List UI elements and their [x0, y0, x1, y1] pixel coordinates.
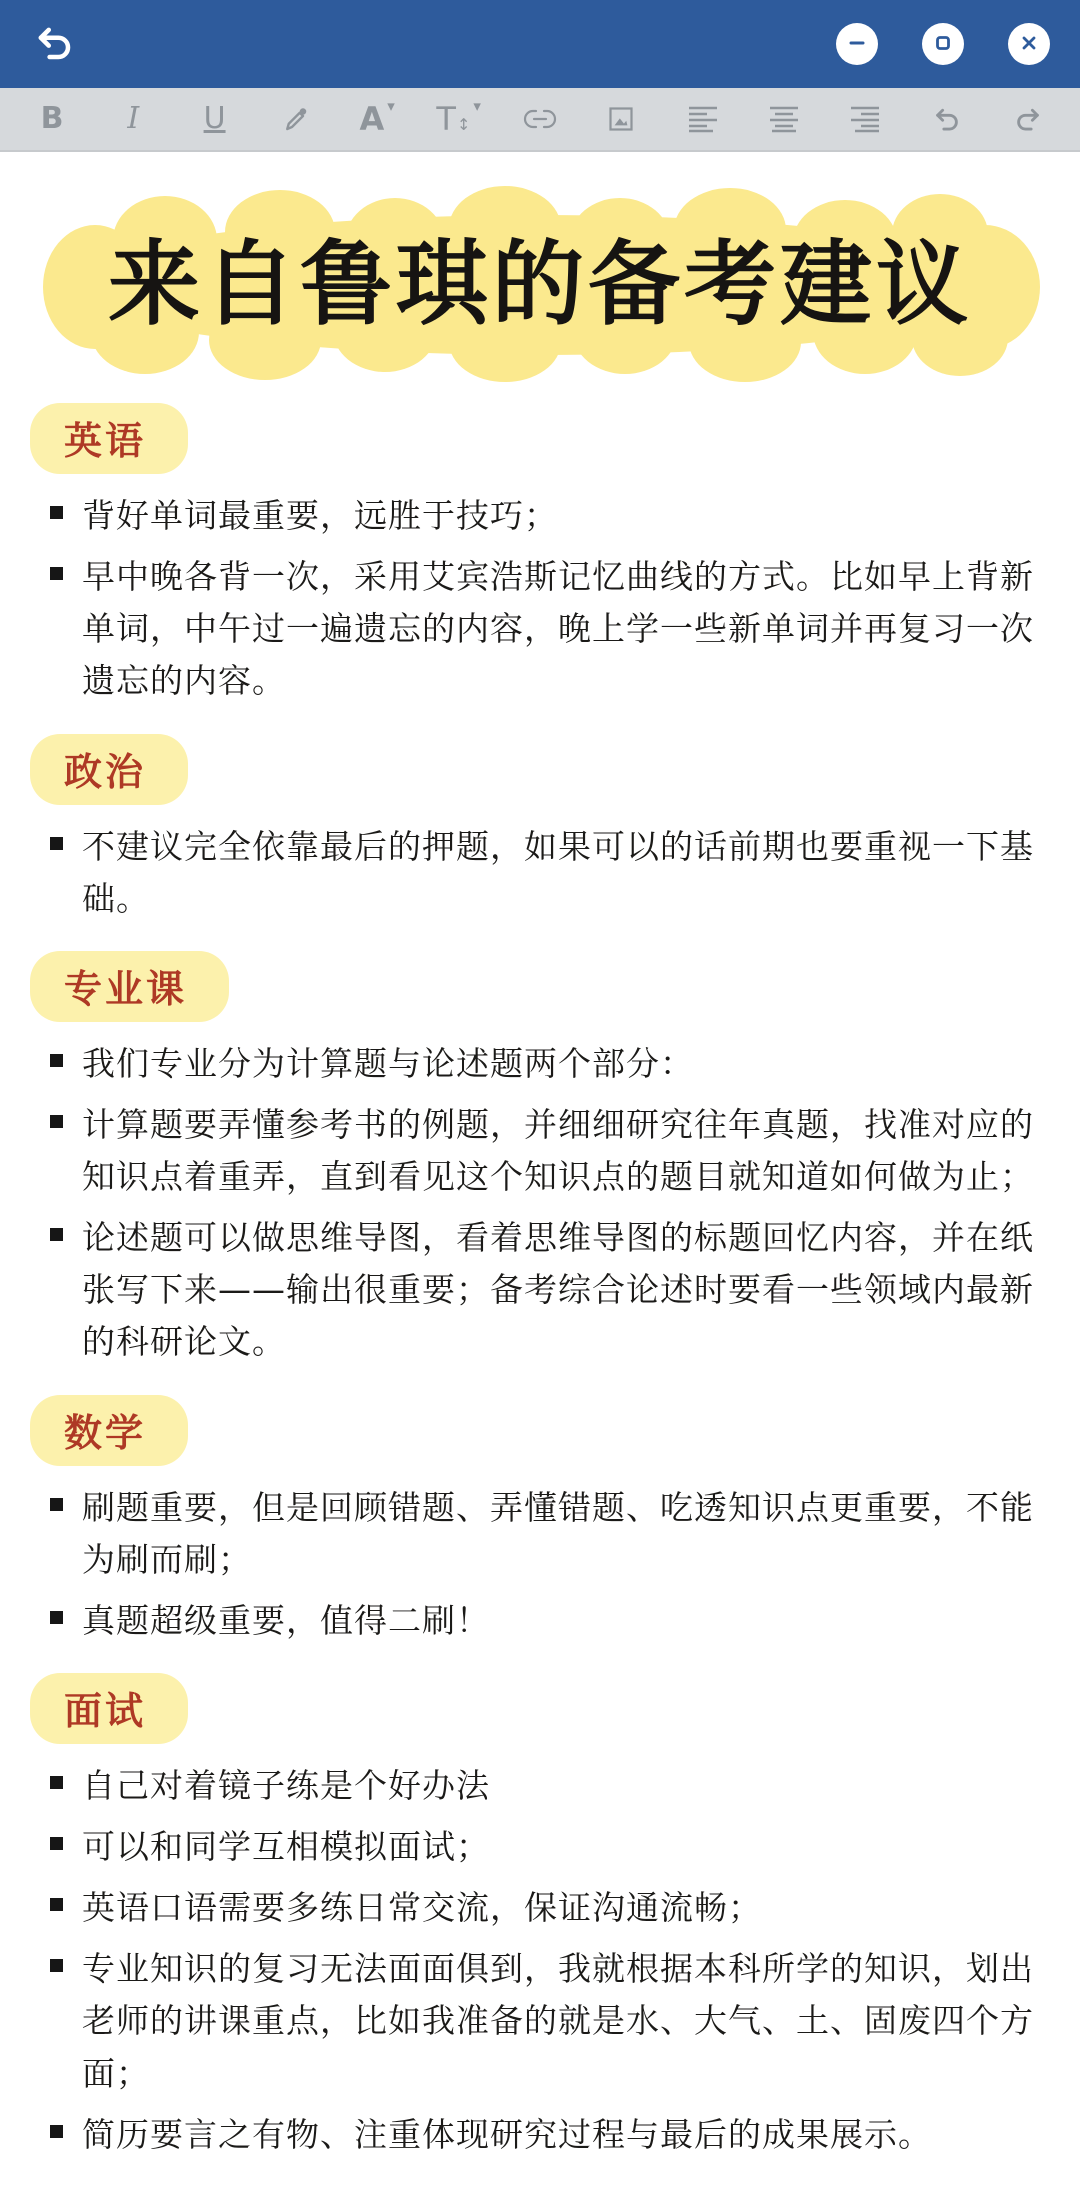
square-bullet-icon — [50, 1054, 63, 1067]
square-bullet-icon — [50, 1959, 63, 1972]
undo-button[interactable] — [925, 95, 969, 143]
maximize-button[interactable] — [922, 23, 964, 65]
window-controls — [836, 23, 1050, 65]
bullet-text: 真题超级重要，值得二刷！ — [82, 1600, 490, 1640]
align-left-icon — [688, 106, 718, 132]
list-item — [50, 2109, 1056, 2161]
link-icon — [523, 108, 557, 130]
bullet-text: 刷题重要，但是回顾错题、弄懂错题、吃透知识点更重要，不能为刷而刷； — [82, 1487, 1034, 1579]
square-bullet-icon — [50, 1228, 63, 1241]
section-header-label: 英语 — [64, 419, 147, 463]
font-letter-a: A — [359, 100, 385, 138]
list-item — [50, 1099, 1056, 1203]
close-icon — [1018, 32, 1040, 57]
square-bullet-icon — [50, 1837, 63, 1850]
undo-arrow-icon — [932, 104, 962, 134]
back-button[interactable] — [30, 20, 78, 68]
text-size-button[interactable] — [436, 95, 480, 143]
bullet-text: 可以和同学互相模拟面试； — [82, 1827, 490, 1866]
bullet-text: 计算题要弄懂参考书的例题，并细细研究往年真题，找准对应的知识点着重弄，直到看见这个知识点的题目就知道如何做为止； — [82, 1104, 1034, 1196]
list-item — [50, 1943, 1056, 2099]
align-right-button[interactable] — [843, 95, 887, 143]
align-center-icon — [769, 106, 799, 132]
list-item — [50, 1038, 1056, 1090]
square-bullet-icon — [50, 1115, 63, 1128]
section-politics — [24, 734, 1056, 925]
list-item — [50, 551, 1056, 707]
align-center-button[interactable] — [762, 95, 806, 143]
align-right-icon — [850, 106, 880, 132]
square-bullet-icon — [50, 1898, 63, 1911]
square-bullet-icon — [50, 506, 63, 519]
section-header — [30, 1395, 188, 1466]
bullet-text: 我们专业分为计算题与论述题两个部分： — [82, 1043, 694, 1083]
list-item — [50, 490, 1056, 542]
redo-arrow-icon — [1013, 104, 1043, 134]
insert-image-button[interactable] — [599, 95, 643, 143]
list-item — [50, 821, 1056, 925]
bullet-list — [24, 821, 1056, 925]
section-header-label: 数学 — [64, 1410, 147, 1455]
redo-button[interactable] — [1006, 95, 1050, 143]
section-english — [24, 403, 1056, 708]
list-item — [50, 1482, 1056, 1586]
text-size-letter-t: T ↕ — [436, 103, 470, 135]
section-header-label: 政治 — [64, 749, 147, 794]
underline-button[interactable]: U — [193, 95, 237, 143]
section-header — [30, 734, 188, 805]
italic-button[interactable]: I — [111, 95, 155, 143]
section-math — [24, 1395, 1056, 1647]
bullet-text: 早中晚各背一次，采用艾宾浩斯记忆曲线的方式。比如早上背新单词，中午过一遍遗忘的内容，晚上学一些新单词并再复习一次遗忘的内容。 — [82, 557, 1034, 701]
editor-canvas[interactable] — [0, 152, 1080, 2200]
bullet-text: 不建议完全依靠最后的押题，如果可以的话前期也要重视一下基础。 — [82, 826, 1034, 918]
square-bullet-icon — [50, 2125, 63, 2138]
bullet-list — [24, 1482, 1056, 1647]
section-header — [30, 403, 188, 474]
maximize-icon — [932, 32, 954, 57]
bold-button[interactable]: B — [30, 95, 74, 143]
section-major-courses — [24, 951, 1056, 1369]
align-left-button[interactable] — [681, 95, 725, 143]
list-item — [50, 1882, 1056, 1934]
bullet-text: 简历要言之有物、注重体现研究过程与最后的成果展示。 — [82, 2114, 932, 2154]
section-header-label: 面试 — [64, 1688, 147, 1733]
bullet-list — [24, 1038, 1056, 1369]
square-bullet-icon — [50, 1498, 63, 1511]
list-item — [50, 1760, 1056, 1812]
bullet-text: 专业知识的复习无法面面俱到，我就根据本科所学的知识，划出老师的讲课重点，比如我准备的就是水、大气、土、固废四个方面； — [82, 1949, 1034, 2093]
bullet-text: 英语口语需要多练日常交流，保证沟通流畅； — [82, 1888, 762, 1928]
section-header — [30, 951, 229, 1022]
square-bullet-icon — [50, 1611, 63, 1624]
titlebar — [0, 0, 1080, 88]
close-button[interactable] — [1008, 23, 1050, 65]
list-item — [50, 1212, 1056, 1368]
bullet-text: 背好单词最重要，远胜于技巧； — [82, 496, 558, 535]
eyedropper-icon — [281, 104, 311, 134]
list-item — [50, 1595, 1056, 1647]
bullet-list — [24, 490, 1056, 708]
minimize-icon — [846, 32, 868, 57]
font-style-button[interactable] — [355, 95, 399, 143]
bullet-list — [24, 1760, 1056, 2161]
minimize-button[interactable] — [836, 23, 878, 65]
square-bullet-icon — [50, 837, 63, 850]
section-header — [30, 1673, 188, 1744]
format-painter-button[interactable] — [274, 95, 318, 143]
formatting-toolbar — [0, 88, 1080, 152]
back-undo-arrow-icon — [33, 22, 75, 67]
section-interview — [24, 1673, 1056, 2161]
bullet-text: 自己对着镜子练是个好办法 — [82, 1765, 490, 1805]
image-icon — [607, 105, 635, 133]
list-item — [50, 1821, 1056, 1873]
square-bullet-icon — [50, 567, 63, 580]
insert-link-button[interactable] — [518, 95, 562, 143]
section-header-label: 专业课 — [64, 966, 188, 1011]
doc-title-block — [35, 192, 1045, 377]
square-bullet-icon — [50, 1776, 63, 1789]
bullet-text: 论述题可以做思维导图，看着思维导图的标题回忆内容，并在纸张写下来——输出很重要；备考综合论述时要看一些领域内最新的科研论文。 — [82, 1218, 1034, 1362]
doc-title: 来自鲁琪的备考建议 — [107, 231, 972, 338]
